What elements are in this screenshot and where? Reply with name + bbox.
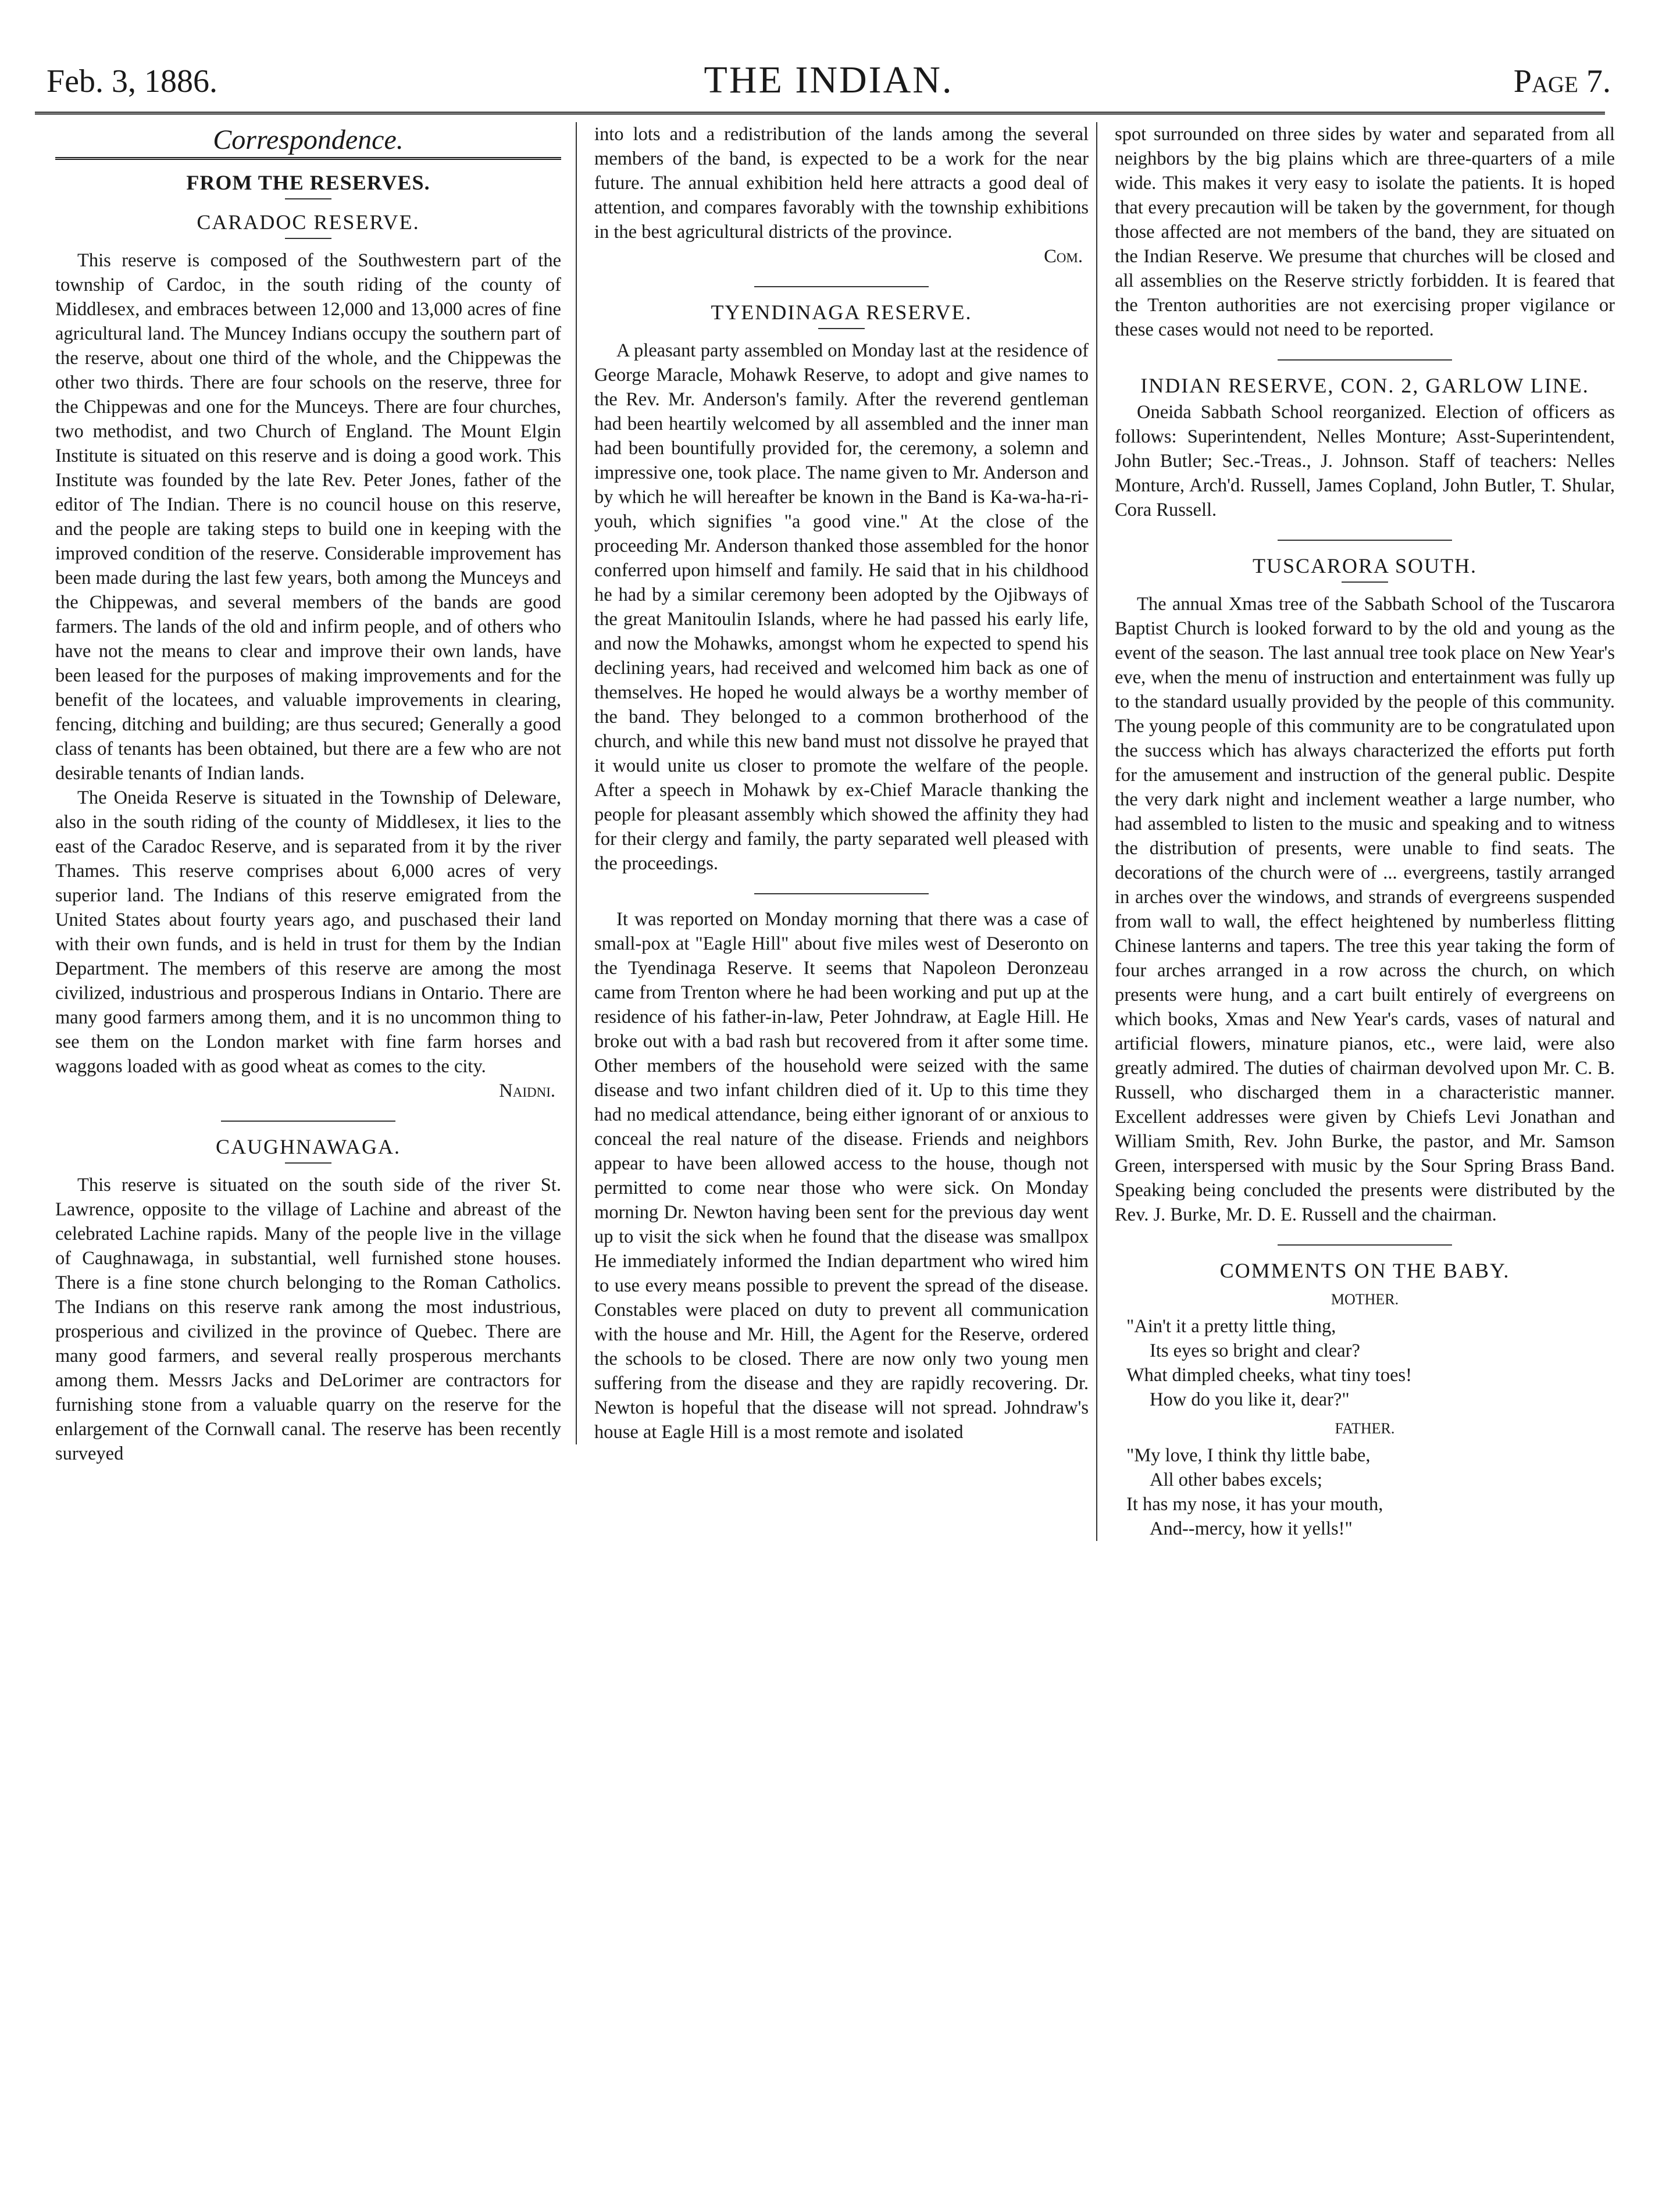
divider	[285, 238, 331, 239]
article-paragraph: spot surrounded on three sides by water and separated from all neighbors by the big plains which are three-quarters of a mile wide. This makes it very easy to isolate the patients. It is hoped that every precaution will be taken by the government, for though those affected are not members of the band, they are situated on the Indian Reserve. We presume that churches will be closed and all assemblies on the Reserve strictly forbidden. It is feared that the Trenton authorities are not exercising proper vigilance or these cases would not need to be reported.	[1115, 124, 1615, 340]
article-paragraph: into lots and a redistribution of the lands among the several members of the band, is expected to be a work for the near future. The annual exhibition held here attracts a good deal of attention, and compares favorably with the township exhibitions in the best agricultural districts of the province.	[594, 124, 1089, 242]
poem-line: "My love, I think thy little babe,	[1126, 1445, 1371, 1466]
divider	[754, 286, 929, 287]
divider	[1278, 359, 1452, 361]
divider	[1278, 1244, 1452, 1246]
page-number: Page 7.	[1513, 63, 1611, 99]
poem-line: Its eyes so bright and clear?	[1150, 1340, 1360, 1361]
divider	[285, 1162, 331, 1164]
heading-tuscarora-south: TUSCARORA SOUTH.	[1252, 554, 1478, 577]
divider	[285, 198, 331, 199]
heading-tyendinaga-reserve: TYENDINAGA RESERVE.	[711, 301, 972, 324]
heading-caughnawaga: CAUGHNAWAGA.	[215, 1135, 401, 1158]
article-paragraph: The annual Xmas tree of the Sabbath School of the Tuscarora Baptist Church is looked forward to by the old and young as the event of the season. The last annual tree took place on New Year's eve, when the menu of instruction and entertainment was fully up to the standard usually provided by the people of this community. The young people of this community are to be congratulated upon the success which has always characterized the efforts put forth for the amusement and instruction of the general public. Despite the very dark night and inclement weather a large number, who had assembled to listen to the music and speaking and to witness the distribution of presents, were unable to find seats. The decorations of the church were of ... evergreens, tastily arranged in arches over the windows, and strands of evergreens suspended from wall to wall, the effect heightened by numberless flitting Chinese lanterns and tapers. The tree this year taking the form of four arches arranged in a row across the church, on which presents were hung, and a cart built entirely of evergreens on which books, Xmas and New Year's cards, vases of natural and artificial flowers, minature pianos, etc., were laid, were also greatly admired. The duties of chairman devolved upon Mr. C. B. Russell, who discharged them in a characteristic manner. Excellent addresses were given by Chiefs Levi Jonathan and William Smith, Rev. John Burke, the pastor, and Mr. Samson Green, interspersed with music by the Sour Spring Brass Band. Speaking being concluded the presents were distributed by the Rev. J. Burke, Mr. D. E. Russell and the chairman.	[1115, 594, 1615, 1225]
signature: Com.	[1044, 246, 1083, 267]
column-2	[576, 122, 1089, 1444]
poem-line: What dimpled cheeks, what tiny toes!	[1126, 1365, 1412, 1386]
section-title: Correspondence.	[213, 124, 404, 155]
article-paragraph: This reserve is situated on the south side of the river St. Lawrence, opposite to the village of Lachine and abreast of the celebrated Lachine rapids. Many of the people live in the village of Caughnawaga, in substantial, well furnished stone houses. There is a fine stone church belonging to the Roman Catholics. The Indians on this reserve rank among the most industrious, prosperious and civilized in the province of Quebec. There are many good farmers, and several really prosperous merchants among them. Messrs Jacks and DeLorimer are contractors for furnishing stone from a valuable quarry on the reserve for the enlargement of the Cornwall canal. The reserve has been recently surveyed	[55, 1175, 561, 1464]
poem-line: All other babes excels;	[1150, 1469, 1322, 1490]
article-paragraph: The Oneida Reserve is situated in the Township of Deleware, also in the south riding of the county of Middlesex, it lies to the east of the Caradoc Reserve, and is separated from it by the river Thames. This reserve comprises about 6,000 acres of very superior land. The Indians of this reserve emigrated from the United States about fourty years ago, and puschased their land with their own funds, and is held in trust for them by the Indian Department. The members of this reserve are among the most civilized, industrious and prosperous Indians in Ontario. There are many good farmers among them, and it is no uncommon thing to see them on the London market with fine farm horses and waggons loaded with as good wheat as comes to the city.	[55, 787, 561, 1077]
heading-caradoc-reserve: CARADOC RESERVE.	[197, 211, 420, 234]
poem-stanza	[1126, 1314, 1615, 1412]
divider	[1278, 540, 1452, 541]
poem-line: It has my nose, it has your mouth,	[1126, 1494, 1383, 1515]
column-1	[55, 122, 561, 1466]
issue-date: Feb. 3, 1886.	[47, 63, 217, 99]
poem-line: How do you like it, dear?"	[1150, 1389, 1350, 1410]
divider	[221, 1121, 395, 1122]
article-paragraph: Oneida Sabbath School reorganized. Election of officers as follows: Superintendent, Nelles Monture; Asst-Superintendent, John Butler; Sec.-Treas., J. Johnson. Staff of teachers: Nelles Monture, Arch'd. Russell, James Copland, John Butler, T. Shular, Cora Russell.	[1115, 402, 1615, 520]
heading-indian-reserve-garlow-line: INDIAN RESERVE, CON. 2, GARLOW LINE.	[1140, 374, 1589, 397]
masthead	[47, 58, 1611, 105]
divider	[754, 893, 929, 894]
poem-line: "Ain't it a pretty little thing,	[1126, 1316, 1336, 1337]
masthead-rule	[35, 112, 1605, 115]
poem-line: And--mercy, how it yells!"	[1150, 1518, 1353, 1539]
heading-comments-on-the-baby: COMMENTS ON THE BABY.	[1219, 1259, 1510, 1282]
divider	[55, 157, 561, 160]
poem-speaker: MOTHER.	[1331, 1291, 1399, 1308]
signature: Naidni.	[499, 1080, 555, 1101]
poem-stanza	[1126, 1443, 1615, 1541]
divider	[818, 328, 865, 329]
article-paragraph: It was reported on Monday morning that there was a case of small-pox at "Eagle Hill" about five miles west of Deseronto on the Tyendinaga Reserve. It seems that Napoleon Deronzeau came from Trenton where he had been working and put up at the residence of his father-in-law, Peter Johndraw, at Eagle Hill. He broke out with a bad rash but recovered from it after some time. Other members of the household were seized with the same disease and two infant children died of it. Up to this time they had no medical attendance, being either ignorant of or anxious to conceal the real nature of the disease. Friends and neighbors appear to have been allowed access to the house, though not permitted to come near those who were sick. On Monday morning Dr. Newton having been sent for the previous day went up to visit the sick when he found that the disease was smallpox He immediately informed the Indian department who wired him to use every means possible to prevent the spread of the disease. Constables were placed on duty to prevent all communication with the house and Mr. Hill, the Agent for the Reserve, ordered the schools to be closed. There are now only two young men suffering from the disease and they are rapidly recovering. Dr. Newton is hopeful that the disease will not spread. Johndraw's house at Eagle Hill is a most remote and isolated	[594, 909, 1089, 1443]
divider	[1342, 581, 1388, 583]
article-paragraph: A pleasant party assembled on Monday last at the residence of George Maracle, Mohawk Reserve, to adopt and give names to the Rev. Mr. Anderson's family. After the reverend gentleman had been heartily welcomed by all assembled and the inner man had been bountifully provided for, the ceremony, a solemn and impressive one, took place. The name given to Mr. Anderson and by which he will hereafter be known in the Band is Ka-wa-ha-ri-youh, which signifies "a good vine." At the close of the proceeding Mr. Anderson thanked those assembled for the honor conferred upon himself and family. He said that in his childhood he had by a similar ceremony been adopted by the Ojibways of the great Manitoulin Islands, where he had passed his early life, and now the Mohawks, amongst whom he expected to spend his declining years, had received and welcomed him back as one of themselves. He hoped he would always be a worthy member of the band. They belonged to a common brotherhood of the church, and while this new band must not dissolve he prayed that it would unite us closer to promote the welfare of the people. After a speech in Mohawk by ex-Chief Maracle thanking the people for pleasant assembly which showed the affinity they had for their clergy and family, the party separated well pleased with the proceedings.	[594, 340, 1089, 874]
article-paragraph: This reserve is composed of the Southwestern part of the township of Cardoc, in the south riding of the county of Middlesex, and embraces between 12,000 and 13,000 acres of fine agricultural land. The Muncey Indians occupy the southern part of the reserve, about one third of the whole, and the Chippewas the other two thirds. There are four schools on the reserve, three for the Chippewas and one for the Munceys. There are four churches, two methodist, and two Church of England. The Mount Elgin Institute is situated on this reserve and is doing a good work. This Institute was founded by the late Rev. Peter Jones, father of the editor of The Indian. There is no council house on this reserve, and the people are taking steps to build one in keeping with the improved condition of the reserve. Considerable improvement has been made during the last few years, both among the Munceys and the Chippewas, and several members of the bands are good farmers. The lands of the old and infirm people, and of others who have not the means to clear and improve their own lands, have been leased for the purposes of making improvements and for the benefit of the locatees, and valuable improvements in clearing, fencing, ditching and building; are thus secured; Generally a good class of tenants has been obtained, but there are a few who are not desirable tenants of Indian lands.	[55, 250, 561, 784]
column-3	[1096, 122, 1615, 1541]
heading-from-the-reserves: FROM THE RESERVES.	[186, 171, 430, 194]
newspaper-title: THE INDIAN.	[704, 59, 954, 101]
poem-speaker: FATHER.	[1335, 1420, 1395, 1437]
